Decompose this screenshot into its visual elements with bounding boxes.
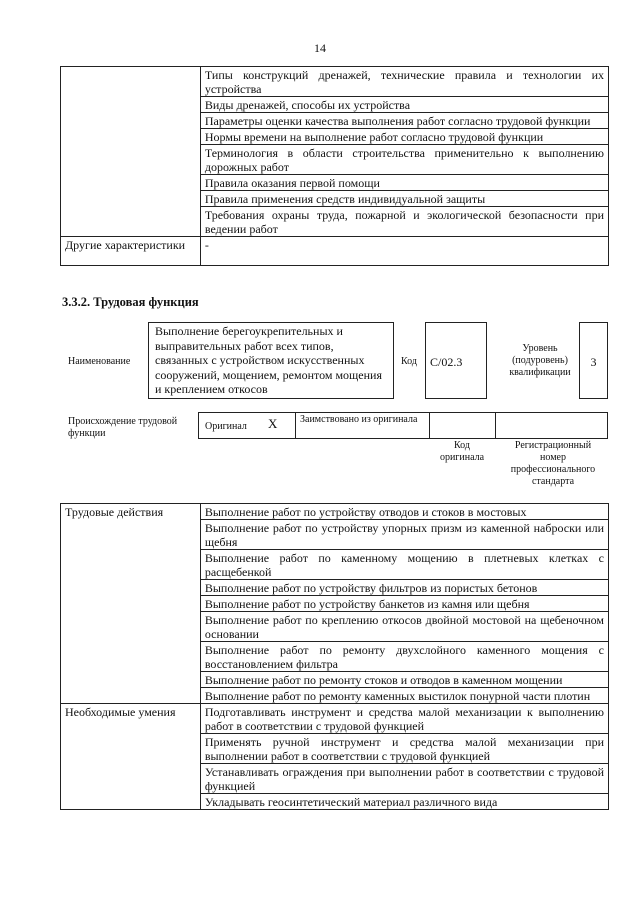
knowledge-item: Нормы времени на выполнение работ согласно трудовой функции [200, 129, 608, 145]
original-code-caption: Код оригинала [439, 440, 485, 463]
knowledge-item: Терминология в области строительства применительно к выполнению дорожных работ [200, 145, 608, 175]
section-title: 3.3.2. Трудовая функция [62, 295, 199, 309]
name-label: Наименование [68, 356, 131, 367]
work-action-item: Выполнение работ по устройству фильтров из пористых бетонов [200, 580, 608, 596]
required-skills-label: Необходимые умения [61, 704, 201, 810]
original-mark: X [268, 416, 278, 431]
qualification-level-label: Уровень (подуровень) квалификации [509, 343, 571, 378]
work-action-item: Выполнение работ по ремонту каменных выстилок понурной части плотин [200, 688, 608, 704]
knowledge-item: Виды дренажей, способы их устройства [200, 97, 608, 113]
page-number: 14 [314, 41, 326, 55]
work-actions-table [60, 503, 609, 810]
knowledge-label-cell [61, 67, 201, 237]
work-action-item: Выполнение работ по каменному мощению в плетневых клетках с расщебенкой [200, 550, 608, 580]
work-action-item: Выполнение работ по ремонту стоков и отводов в каменном мощении [200, 672, 608, 688]
work-action-item: Выполнение работ по креплению откосов двойной мостовой на щебеночном основании [200, 612, 608, 642]
knowledge-item: Параметры оценки качества выполнения работ согласно трудовой функции [200, 113, 608, 129]
knowledge-item: Правила применения средств индивидуальной защиты [200, 191, 608, 207]
origin-label: Происхождение трудовой функции [68, 416, 178, 439]
knowledge-item: Правила оказания первой помощи [200, 175, 608, 191]
required-skill-item: Укладывать геосинтетический материал различного вида [200, 794, 608, 810]
function-name-text: Выполнение берегоукрепительных и выправительных работ всех типов, связанных с устройством искусственных сооружений, мощением, ремонтом мощения и креплением откосов [155, 324, 382, 396]
work-action-item: Выполнение работ по ремонту двухслойного каменного мощения с восстановлением фильтра [200, 642, 608, 672]
qualification-level-box [579, 322, 608, 399]
borrowed-label: Заимствовано из оригинала [300, 414, 418, 425]
work-action-item: Выполнение работ по устройству отводов и стоков в мостовых [200, 504, 608, 520]
function-code-value: C/02.3 [430, 355, 463, 369]
registration-number-caption: Регистрационный номер профессионального стандарта [510, 440, 596, 487]
work-action-item: Выполнение работ по устройству упорных призм из каменной наброски или щебня [200, 520, 608, 550]
knowledge-item: Требования охраны труда, пожарной и экологической безопасности при ведении работ [200, 207, 608, 237]
original-label: Оригинал [205, 421, 247, 432]
required-skill-item: Применять ручной инструмент и средства малой механизации при выполнении работ в соответствии с трудовой функцией [200, 734, 608, 764]
other-characteristics-label: Другие характеристики [61, 237, 201, 266]
required-skill-item: Устанавливать ограждения при выполнении работ в соответствии с трудовой функцией [200, 764, 608, 794]
code-label: Код [401, 356, 417, 367]
required-skill-item: Подготавливать инструмент и средства малой механизации к выполнению работ в соответствии с трудовой функцией [200, 704, 608, 734]
work-action-item: Выполнение работ по устройству банкетов из камня или щебня [200, 596, 608, 612]
other-characteristics-value: - [200, 237, 608, 266]
work-actions-label: Трудовые действия [61, 504, 201, 704]
qualification-level-value: 3 [590, 355, 597, 369]
function-code-box [425, 322, 487, 399]
knowledge-item: Типы конструкций дренажей, технические правила и технологии их устройства [200, 67, 608, 97]
knowledge-table [60, 66, 609, 266]
function-name-box [148, 322, 394, 399]
